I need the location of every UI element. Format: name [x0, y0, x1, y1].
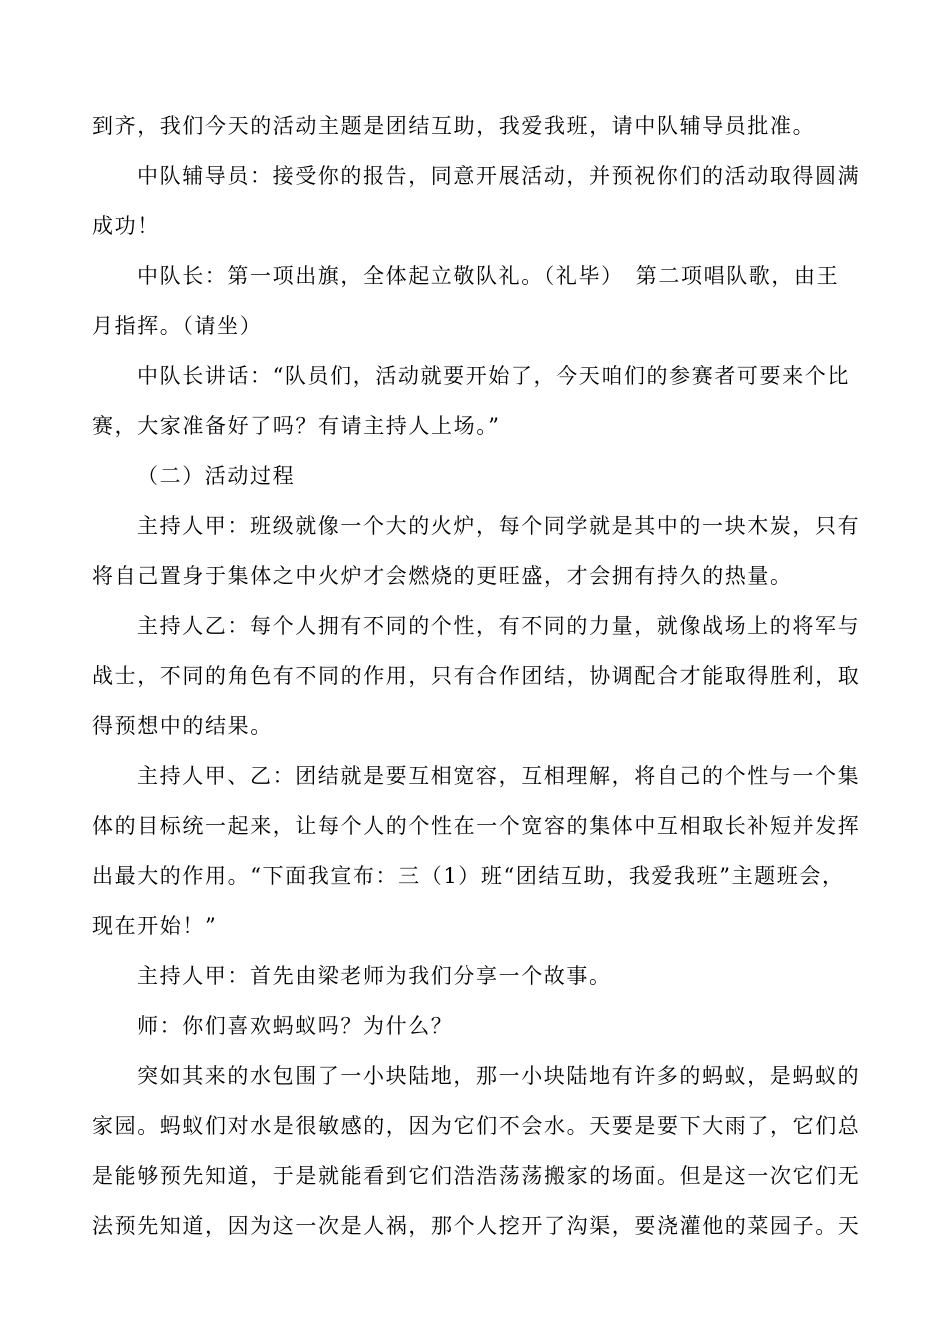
text-line-4: 中队长：第一项出旗，全体起立敬队礼。（礼毕） 第二项唱队歌，由王 [137, 264, 840, 288]
text-line-18: 主持人甲：首先由梁老师为我们分享一个故事。 [137, 964, 612, 988]
text-line-20: 突如其来的水包围了一小块陆地，那一小块陆地有许多的蚂蚁，是蚂蚁的 [137, 1064, 861, 1088]
section-heading: （二）活动过程 [137, 464, 296, 488]
text-line-2: 中队辅导员：接受你的报告，同意开展活动，并预祝你们的活动取得圆满 [137, 164, 861, 188]
text-line-19: 师：你们喜欢蚂蚁吗？为什么？ [137, 1014, 454, 1038]
text-line-21: 家园。蚂蚁们对水是很敏感的，因为它们不会水。天要是要下大雨了，它们总 [92, 1114, 861, 1138]
text-line-6: 中队长讲话：“队员们，活动就要开始了，今天咱们的参赛者可要来个比 [137, 364, 850, 388]
text-line-15: 体的目标统一起来，让每个人的个性在一个宽容的集体中互相取长补短并发挥 [92, 814, 861, 838]
text-line-3: 成功！ [92, 214, 160, 238]
text-line-14: 主持人甲、乙：团结就是要互相宽容，互相理解，将自己的个性与一个集 [137, 764, 861, 788]
text-line-22: 是能够预先知道，于是就能看到它们浩浩荡荡搬家的场面。但是这一次它们无 [92, 1164, 861, 1188]
text-line-23: 法预先知道，因为这一次是人祸，那个人挖开了沟渠，要浇灌他的菜园子。天 [92, 1214, 861, 1238]
text-line-9: 主持人甲：班级就像一个大的火炉，每个同学就是其中的一块木炭，只有 [137, 514, 861, 538]
text-line-11: 主持人乙：每个人拥有不同的个性，有不同的力量，就像战场上的将军与 [137, 614, 861, 638]
text-line-13: 得预想中的结果。 [92, 714, 273, 738]
text-line-17: 现在开始！” [92, 914, 218, 938]
text-line-12: 战士，不同的角色有不同的作用，只有合作团结，协调配合才能取得胜利，取 [92, 664, 861, 688]
text-line-10: 将自己置身于集体之中火炉才会燃烧的更旺盛，才会拥有持久的热量。 [92, 564, 793, 588]
text-line-1: 到齐，我们今天的活动主题是团结互助，我爱我班，请中队辅导员批准。 [92, 114, 816, 138]
text-line-5: 月指挥。（请坐） [92, 314, 263, 338]
text-line-7: 赛，大家准备好了吗？有请主持人上场。” [92, 414, 501, 438]
text-line-16: 出最大的作用。“下面我宣布：三（1）班“团结互助，我爱我班”主题班会， [92, 864, 845, 888]
